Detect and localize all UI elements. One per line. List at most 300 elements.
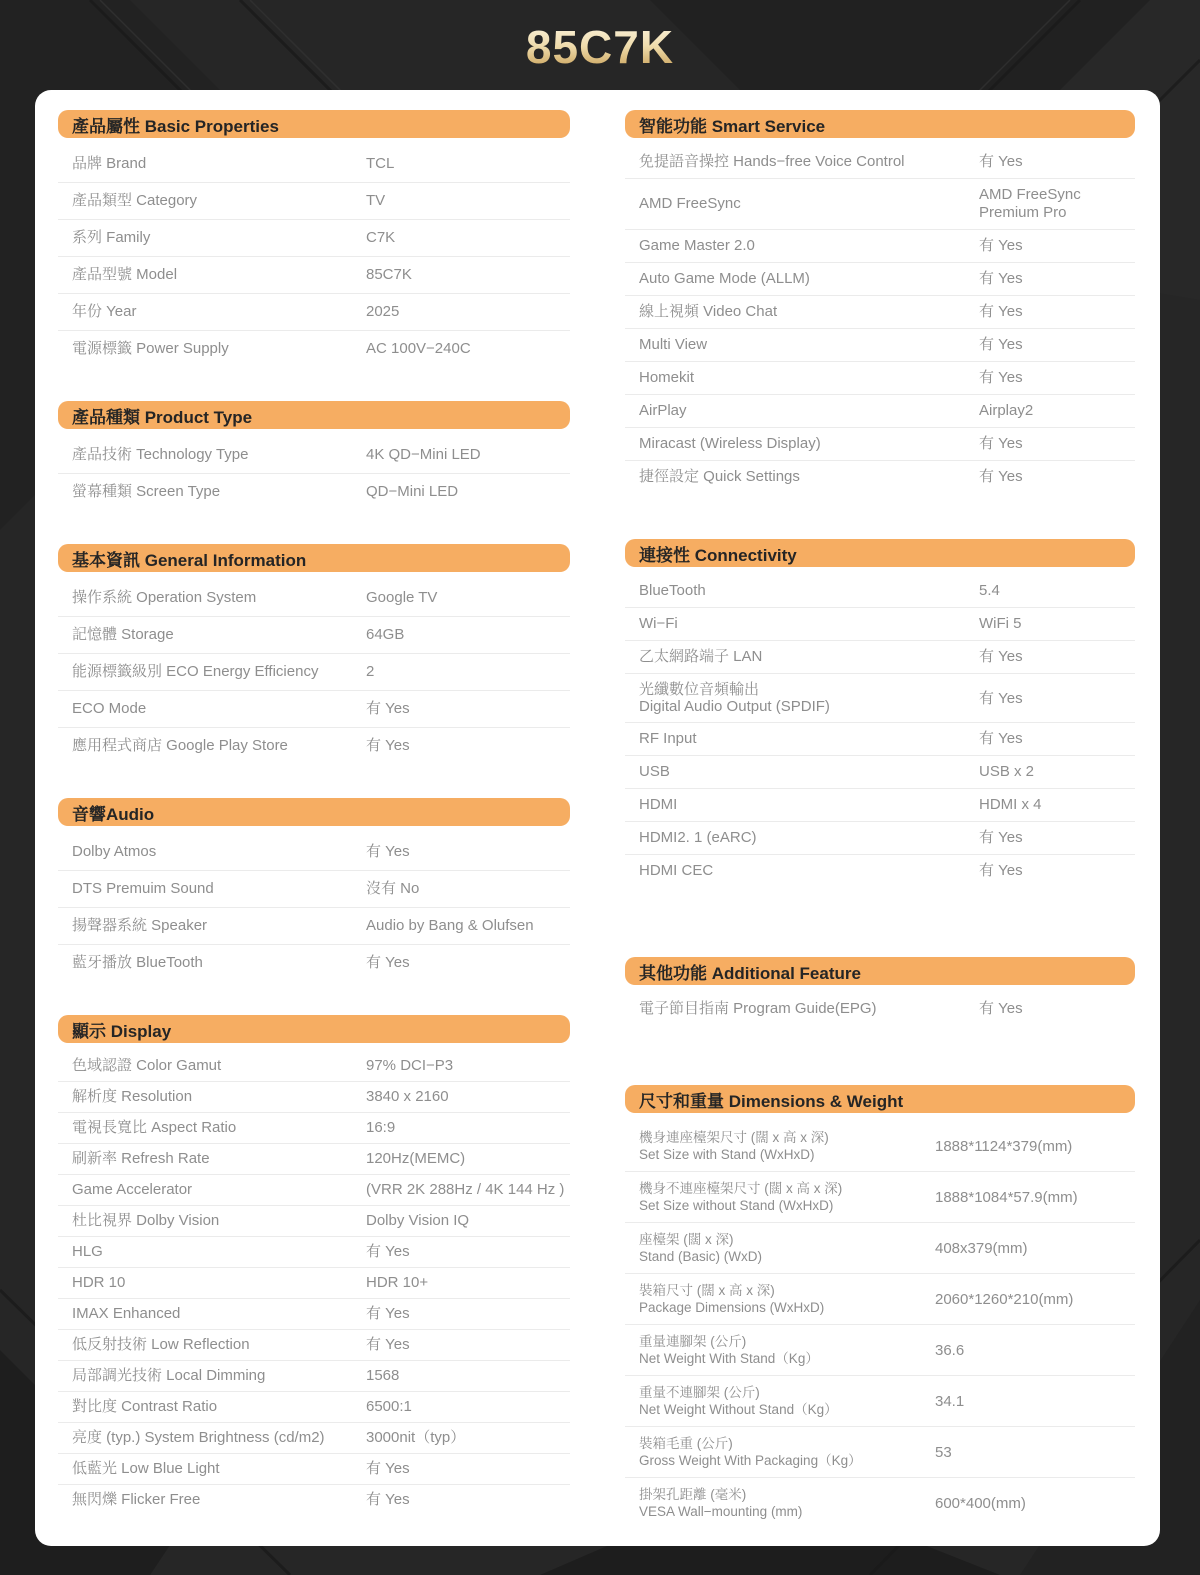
spec-row [58,580,570,617]
spec-value-line1: 有 Yes [979,862,1023,879]
spec-label-line1: Game Master 2.0 [639,237,755,254]
spec-row [58,1051,570,1082]
spec-row [625,1478,1135,1528]
spec-value [366,1460,568,1478]
spec-label-line1: Dolby Atmos [72,843,157,860]
spec-label-line1: 系列 Family [72,229,151,246]
spec-label-line1: AMD FreeSync [639,195,741,212]
spec-value-line1: 64GB [366,626,405,643]
spec-label [639,303,979,321]
spec-value [366,1150,568,1168]
section-rows [58,437,570,510]
spec-label [72,266,366,284]
spec-value [935,1291,1133,1308]
spec-value-line1: 有 Yes [979,336,1023,353]
spec-value-line1: 有 Yes [366,1491,410,1508]
spec-label [639,1435,935,1469]
section-header-connectivity: 連接性 Connectivity [625,539,1135,567]
section-basic-properties [58,110,570,367]
spec-label [72,1398,366,1416]
spec-row [58,1175,570,1206]
spec-value [366,917,568,935]
section-smart-service [625,110,1135,493]
spec-value-line1: 120Hz(MEMC) [366,1150,466,1167]
spec-label [72,483,366,501]
spec-value-line1: TV [366,192,386,209]
spec-label [72,917,366,935]
spec-value-line1: HDMI x 4 [979,796,1042,813]
spec-value [979,153,1133,171]
spec-label-line1: IMAX Enhanced [72,1305,181,1322]
spec-value-line1: AC 100V−240C [366,340,471,357]
spec-label [72,303,366,321]
section-rows [625,993,1135,1025]
spec-label-line1: AirPlay [639,402,687,419]
section-rows [58,834,570,981]
spec-value [979,690,1133,707]
spec-value [366,303,568,321]
spec-label-line2: Digital Audio Output (SPDIF) [639,698,830,715]
spec-row [625,146,1135,179]
spec-row [625,395,1135,428]
spec-label [639,1486,935,1520]
spec-value [979,237,1133,255]
spec-value-line2: Premium Pro [979,204,1067,221]
spec-value-line1: 53 [935,1443,952,1461]
spec-row [58,1454,570,1485]
spec-label-line1: 操作系統 Operation System [72,589,257,606]
spec-value [979,829,1133,847]
spec-label [639,681,979,715]
section-header-smart-service: 智能功能 Smart Service [625,110,1135,138]
spec-label [72,1305,366,1323]
spec-row [58,1082,570,1113]
spec-label [72,446,366,464]
spec-label-line1: 解析度 Resolution [72,1088,193,1105]
section-rows [58,146,570,367]
spec-value [366,626,568,644]
spec-value [366,1305,568,1323]
spec-label [639,1384,935,1418]
spec-value [366,1212,568,1230]
spec-label [72,1243,366,1261]
spec-value-line1: 97% DCI−P3 [366,1057,454,1074]
spec-label [639,582,979,600]
spec-label-line1: 線上視頻 Video Chat [639,303,778,320]
spec-row [625,674,1135,723]
spec-value [979,615,1133,633]
spec-label [72,192,366,210]
spec-value [366,155,568,173]
spec-value [979,186,1133,222]
spec-value-line1: 6500:1 [366,1398,412,1415]
spec-value [366,1398,568,1416]
spec-row [625,1427,1135,1478]
spec-value [366,483,568,501]
spec-row [625,1325,1135,1376]
spec-label [72,1181,366,1199]
spec-label-line1: 品牌 Brand [72,155,147,172]
spec-value-line1: 有 Yes [979,829,1023,846]
spec-row [58,617,570,654]
spec-row [58,146,570,183]
spec-label-line1: HLG [72,1243,103,1260]
spec-label-line1: 產品型號 Model [72,266,178,283]
section-dimensions-weight [625,1085,1135,1528]
spec-label-line1: BlueTooth [639,582,706,599]
spec-value-line1: 2060*1260*210(mm) [935,1290,1074,1308]
spec-value-line1: Airplay2 [979,402,1034,419]
spec-label-line2: Set Size with Stand (WxHxD) [639,1147,815,1162]
spec-label [639,796,979,814]
spec-label [639,730,979,748]
spec-value-line1: 有 Yes [366,1336,410,1353]
spec-value-line1: AMD FreeSync [979,186,1081,203]
spec-value-line1: (VRR 2K 288Hz / 4K 144 Hz ) [366,1181,565,1198]
spec-label-line1: 座檯架 (闊 x 深) [639,1232,734,1247]
spec-value-line1: Google TV [366,589,438,606]
spec-row [58,257,570,294]
spec-row [58,1361,570,1392]
spec-label-line1: Game Accelerator [72,1181,193,1198]
spec-label [639,1180,935,1214]
spec-label-line1: 局部調光技術 Local Dimming [72,1367,266,1384]
section-rows [625,146,1135,493]
spec-row [625,230,1135,263]
spec-label [72,1150,366,1168]
section-connectivity [625,539,1135,887]
spec-row [625,1274,1135,1325]
spec-label-line1: 亮度 (typ.) System Brightness (cd/m2) [72,1429,325,1446]
spec-value [979,435,1133,453]
spec-row [58,834,570,871]
spec-label [72,1491,366,1509]
spec-value [935,1138,1133,1155]
section-product-type [58,401,570,510]
spec-label [72,1088,366,1106]
spec-label-line1: Auto Game Mode (ALLM) [639,270,810,287]
spec-row [58,728,570,764]
spec-value [935,1189,1133,1206]
spec-label [72,1336,366,1354]
spec-row [625,993,1135,1025]
spec-value-line1: 36.6 [935,1341,965,1359]
spec-label [639,1129,935,1163]
spec-value-line1: 有 Yes [979,468,1023,485]
section-audio [58,798,570,981]
spec-value [366,1491,568,1509]
spec-value [366,880,568,898]
spec-label-line1: 產品技術 Technology Type [72,446,249,463]
spec-label [72,1367,366,1385]
spec-label [639,195,979,213]
spec-label [72,1057,366,1075]
spec-label [639,1000,979,1018]
spec-value [979,648,1133,666]
spec-label [72,843,366,861]
spec-label [72,737,366,755]
section-rows [625,575,1135,887]
spec-value [935,1444,1133,1461]
spec-label-line1: HDR 10 [72,1274,126,1291]
spec-label-line1: 能源標籤級別 ECO Energy Efficiency [72,663,319,680]
spec-label-line1: 無閃爍 Flicker Free [72,1491,201,1508]
spec-label-line1: 光纖數位音頻輸出 [639,681,760,698]
spec-value [366,1119,568,1137]
spec-value-line1: 有 Yes [979,270,1023,287]
spec-label-line1: 低反射技術 Low Reflection [72,1336,250,1353]
spec-row [625,641,1135,674]
spec-value [366,1243,568,1261]
spec-value-line1: 408x379(mm) [935,1239,1028,1257]
spec-row [58,1299,570,1330]
spec-row [58,220,570,257]
section-header-general-information: 基本資訊 General Information [58,544,570,572]
spec-label-line1: 藍牙播放 BlueTooth [72,954,203,971]
spec-label-line2: Set Size without Stand (WxHxD) [639,1198,834,1213]
spec-value [366,266,568,284]
spec-label-line2: VESA Wall−mounting (mm) [639,1504,803,1519]
spec-value-line1: 34.1 [935,1392,965,1410]
spec-label [639,1333,935,1367]
spec-row [58,437,570,474]
spec-value [935,1342,1133,1359]
spec-label [639,763,979,781]
spec-label-line1: DTS Premuim Sound [72,880,214,897]
spec-row [58,1237,570,1268]
spec-label-line1: 電子節目指南 Program Guide(EPG) [639,1000,877,1017]
spec-value-line1: 有 Yes [366,954,410,971]
spec-label [72,589,366,607]
spec-row [58,871,570,908]
spec-label [72,1212,366,1230]
spec-label [639,435,979,453]
spec-value [366,1181,568,1199]
spec-value-line1: 有 Yes [366,737,410,754]
spec-value [366,229,568,247]
spec-label-line1: USB [639,763,670,780]
spec-label-line1: 捷徑設定 Quick Settings [639,468,800,485]
spec-label [639,237,979,255]
spec-label-line1: 免提語音操控 Hands−free Voice Control [639,153,905,170]
spec-label-line1: 重量連腳架 (公斤) [639,1334,747,1349]
section-general-information [58,544,570,764]
spec-label [72,1119,366,1137]
spec-row [625,822,1135,855]
spec-row [625,263,1135,296]
spec-row [58,1485,570,1515]
spec-row [625,789,1135,822]
spec-label-line1: 裝箱尺寸 (闊 x 高 x 深) [639,1283,775,1298]
spec-label [72,626,366,644]
spec-row [58,331,570,367]
spec-label-line1: 揚聲器系統 Speaker [72,917,208,934]
spec-value [366,700,568,718]
spec-label-line1: 色域認證 Color Gamut [72,1057,222,1074]
spec-value-line1: 有 Yes [979,689,1023,707]
spec-value [366,192,568,210]
spec-label-line2: Package Dimensions (WxHxD) [639,1300,825,1315]
spec-label [639,862,979,880]
spec-row [625,1121,1135,1172]
section-display [58,1015,570,1515]
spec-row [58,1206,570,1237]
spec-label-line1: 電視長寬比 Aspect Ratio [72,1119,237,1136]
spec-value-line1: 3840 x 2160 [366,1088,449,1105]
spec-value-line1: 有 Yes [979,237,1023,254]
spec-row [58,908,570,945]
spec-label-line1: 對比度 Contrast Ratio [72,1398,218,1415]
spec-label [72,155,366,173]
spec-row [58,1113,570,1144]
spec-row [58,654,570,691]
spec-label [72,880,366,898]
spec-value [979,369,1133,387]
section-header-audio: 音響Audio [58,798,570,826]
spec-row [58,474,570,510]
spec-row [58,294,570,331]
spec-label-line1: 記憶體 Storage [72,626,174,643]
left-column [58,110,570,1515]
page-title: 85C7K [0,20,1200,74]
section-additional-feature [625,957,1135,1025]
spec-label [72,1460,366,1478]
section-rows [625,1121,1135,1528]
spec-value [366,737,568,755]
spec-value-line1: 600*400(mm) [935,1494,1026,1512]
spec-label-line1: Multi View [639,336,708,353]
spec-value [979,796,1133,814]
spec-row [58,1144,570,1175]
spec-value [935,1495,1133,1512]
spec-value-line1: 85C7K [366,266,412,283]
spec-value [366,340,568,358]
spec-label [639,648,979,666]
spec-label [639,153,979,171]
spec-label-line1: HDMI CEC [639,862,714,879]
spec-label-line2: Stand (Basic) (WxD) [639,1249,763,1264]
spec-label [72,700,366,718]
spec-value [979,336,1133,354]
spec-label [639,1282,935,1316]
spec-label-line1: 乙太網路端子 LAN [639,648,763,665]
spec-label [639,468,979,486]
section-header-basic-properties: 產品屬性 Basic Properties [58,110,570,138]
spec-value-line1: USB x 2 [979,763,1035,780]
spec-value-line1: 2025 [366,303,400,320]
spec-label-line1: 應用程式商店 Google Play Store [72,737,288,754]
spec-value-line1: 有 Yes [979,303,1023,320]
section-rows [58,1051,570,1515]
spec-value-line1: 有 Yes [366,700,410,717]
spec-value [366,1057,568,1075]
spec-value [366,843,568,861]
spec-value-line1: TCL [366,155,395,172]
spec-row [625,1376,1135,1427]
spec-row [625,855,1135,887]
spec-value [366,663,568,681]
spec-value [366,589,568,607]
spec-row [58,945,570,981]
spec-row [625,575,1135,608]
spec-value [366,1429,568,1447]
spec-value-line1: 3000nit（typ） [366,1429,466,1446]
spec-value-line1: Dolby Vision IQ [366,1212,470,1229]
spec-value-line1: 4K QD−Mini LED [366,446,481,463]
spec-label [639,829,979,847]
spec-label-line1: 裝箱毛重 (公斤) [639,1436,733,1451]
spec-value-line1: QD−Mini LED [366,483,459,500]
spec-label-line1: 機身連座檯架尺寸 (闊 x 高 x 深) [639,1130,829,1145]
spec-label-line1: 刷新率 Refresh Rate [72,1150,210,1167]
spec-card [35,90,1160,1546]
spec-value-line1: 有 Yes [366,1305,410,1322]
spec-label [639,402,979,420]
spec-value-line1: 有 Yes [979,1000,1023,1017]
spec-row [58,1392,570,1423]
section-header-dimensions-weight: 尺寸和重量 Dimensions & Weight [625,1085,1135,1113]
spec-label-line1: 年份 Year [72,303,137,320]
spec-value [979,270,1133,288]
spec-value-line1: 1888*1124*379(mm) [935,1137,1073,1155]
spec-label [639,615,979,633]
spec-label [72,229,366,247]
spec-row [625,329,1135,362]
spec-row [625,296,1135,329]
spec-value [979,862,1133,880]
spec-label [639,1231,935,1265]
spec-value [979,303,1133,321]
spec-label-line1: 掛架孔距離 (毫米) [639,1487,747,1502]
spec-value [366,1336,568,1354]
spec-label-line1: HDMI2. 1 (eARC) [639,829,757,846]
spec-value [935,1393,1133,1410]
spec-row [58,183,570,220]
spec-value [366,1274,568,1292]
spec-row [625,723,1135,756]
spec-row [58,1268,570,1299]
spec-value [979,763,1133,781]
spec-label [72,340,366,358]
spec-value-line1: Audio by Bang & Olufsen [366,917,534,934]
spec-label-line1: 杜比視界 Dolby Vision [72,1212,220,1229]
spec-value-line1: 有 Yes [366,843,410,860]
section-rows [58,580,570,764]
spec-label-line1: 螢幕種類 Screen Type [72,483,221,500]
spec-value-line1: 有 Yes [366,1460,410,1477]
spec-row [625,362,1135,395]
spec-value-line1: 2 [366,663,375,680]
spec-value [979,730,1133,748]
spec-row [58,1423,570,1454]
spec-value [979,402,1133,420]
spec-label-line1: 低藍光 Low Blue Light [72,1460,220,1477]
spec-value [979,582,1133,600]
spec-value-line1: 有 Yes [979,153,1023,170]
spec-value [979,1000,1133,1018]
spec-label-line1: Homekit [639,369,695,386]
spec-value-line1: 有 Yes [979,369,1023,386]
spec-value [366,1367,568,1385]
spec-value-line1: C7K [366,229,396,246]
spec-label [639,369,979,387]
spec-label [639,270,979,288]
spec-label-line1: Miracast (Wireless Display) [639,435,821,452]
spec-value-line1: 有 Yes [979,648,1023,665]
spec-label-line1: 機身不連座檯架尺寸 (闊 x 高 x 深) [639,1181,843,1196]
spec-value-line1: WiFi 5 [979,615,1022,632]
spec-value-line1: 有 Yes [979,435,1023,452]
